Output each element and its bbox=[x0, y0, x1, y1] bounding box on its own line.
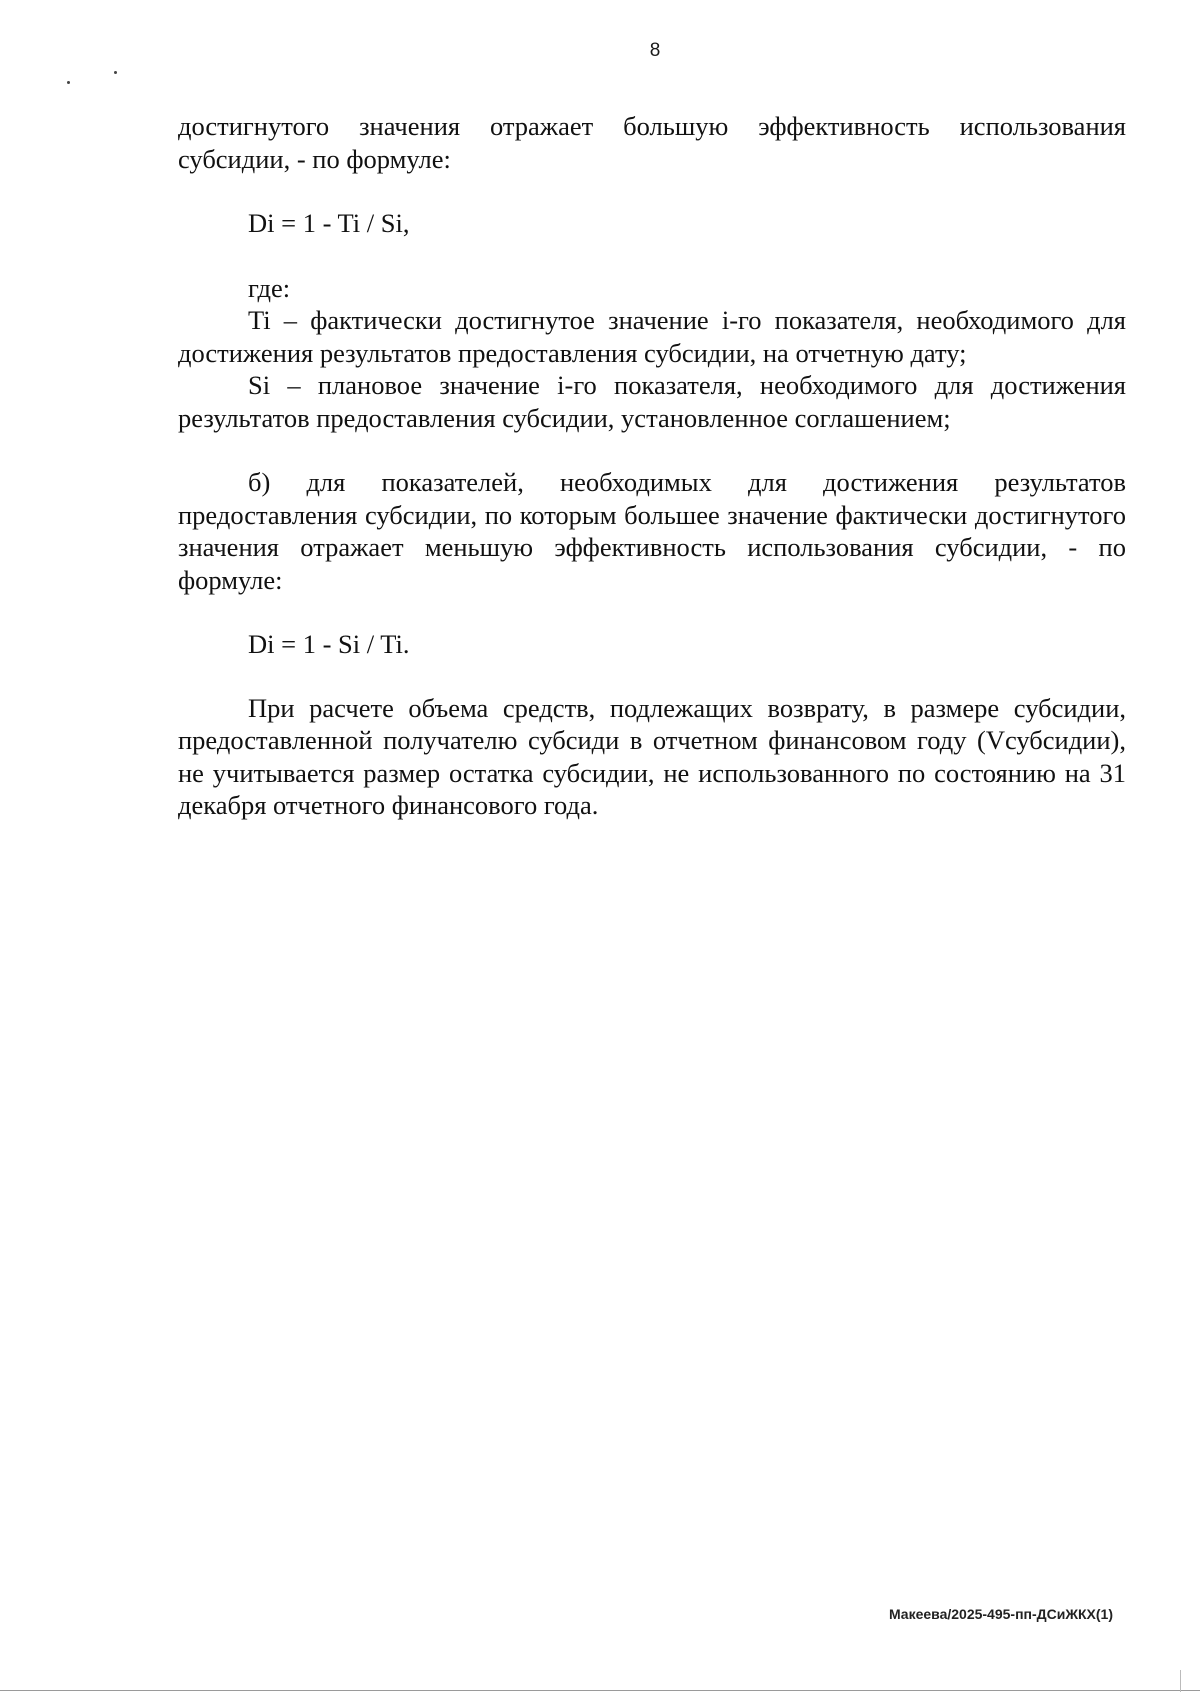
paragraph-continuation: достигнутого значения отражает большую эффективность использования субсидии, - по формуле: bbox=[178, 111, 1126, 174]
document-body bbox=[178, 110, 1126, 822]
formula-di-1: Di = 1 - Ti / Si, bbox=[248, 208, 410, 238]
document-code: Макеева/2025-495-пп-ДСиЖКХ(1) bbox=[888, 1606, 1113, 1622]
page-number: 8 bbox=[649, 40, 661, 61]
scan-speck bbox=[67, 81, 70, 84]
clause-b: б) для показателей, необходимых для достижения результатов предоставления субсидии, по которым большее значение фактически достигнутого значения отражает меньшую эффективность использования субсидии, - по формуле: bbox=[178, 467, 1126, 595]
final-paragraph: При расчете объема средств, подлежащих возврату, в размере субсидии, предоставленной получателю субсиди в отчетном финансовом году (Vсубсидии), не учитывается размер остатка субсидии, не использованного по состоянию на 31 декабря отчетного финансового года. bbox=[178, 692, 1126, 820]
ti-definition: Ti – фактически достигнутое значение i-го показателя, необходимого для достижения результатов предоставления субсидии, на отчетную дату; bbox=[178, 305, 1126, 368]
formula-di-2: Di = 1 - Si / Ti. bbox=[248, 629, 410, 659]
si-definition: Si – плановое значение i-го показателя, необходимого для достижения результатов предоставления субсидии, установленное соглашением; bbox=[178, 370, 1126, 433]
scan-bottom-edge bbox=[0, 1690, 1200, 1691]
scan-right-edge-mark bbox=[1180, 1670, 1181, 1692]
where-label: где: bbox=[248, 272, 291, 303]
scan-speck bbox=[114, 71, 117, 74]
